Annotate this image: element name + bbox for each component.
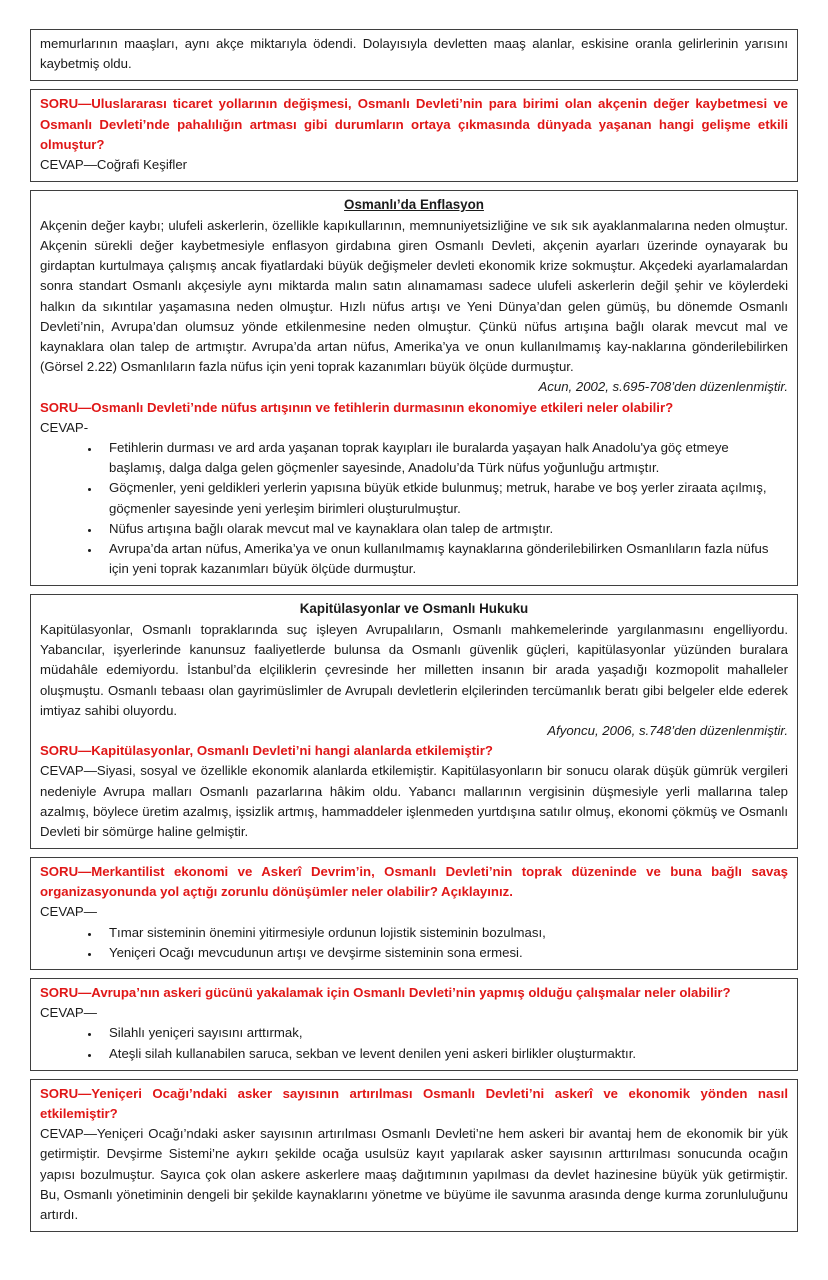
bullet-item: • Tımar sisteminin önemini yitirmesiyle ordunun lojistik sisteminin bozulması, bbox=[100, 923, 788, 943]
paragraph-maas: memurlarının maaşları, aynı akçe miktarıyla ödendi. Dolayısıyla devletten maaş alanlar, eskisine oranla gelirlerinin yarısını kaybetmiş oldu. bbox=[40, 36, 788, 72]
bullet-item: • Avrupa’da artan nüfus, Amerika’ya ve onun kullanılmamış kaynaklarına gönderilebilirken Osmanlıların fazla nüfus için yeni toprak kazanımları büyük ölçüde durmuştur. bbox=[100, 539, 788, 579]
box-osmanlida-enflasyon bbox=[30, 190, 798, 586]
box-kapitulasyonlar bbox=[30, 594, 798, 849]
answer-label: CEVAP— bbox=[40, 1005, 97, 1021]
bullet-item: • Fetihlerin durması ve ard arda yaşanan toprak kayıpları ile buralarda yaşayan halk Anadolu'ya göç etmeye başlamış, dalga dalga gelen göçmenler sayesinde, Anadolu’da Türk nüfus yoğunluğu artmıştır. bbox=[100, 438, 788, 478]
answer-label: CEVAP— bbox=[40, 904, 97, 920]
source-citation: Afyoncu, 2006, s.748’den düzenlenmiştir. bbox=[547, 722, 788, 738]
paragraph-enflasyon: Akçenin değer kaybı; ulufeli askerlerin, özellikle kapıkullarının, memnuniyetsizliğine ve sık sık ayaklanmalarına neden olmuştur. Akçenin sürekli değer kaybetmesiyle enflasyon girdabına giren Osmanlı Devleti, akçenin ayarları üzerinde oynayarak bu girdaptan kurtulmaya çalışmış ancak fiyatlardaki büyük değişmeler devleti ekonomik krize sokmuştur. Akçedeki ayarlamalardan sonra standart Osmanlı akçesiyle aynı miktarda malın satın alınamaması sadece ulufeli askerlerin değil şehir ve köylerdeki halkın da sıkıntılar yaşamasına neden olmuştur. Hızlı nüfus artışı ve Yeni Dünya’dan gelen gümüş, bu dönemde Osmanlı Devleti’nin, Avrupa’dan olumsuz yönde etkilenmesine neden olmuştur. Çünkü nüfus artışına bağlı olarak mevcut mal ve kaynaklara olan talep de artmıştır. Avrupa’da artan nüfus, Amerika’ya ve onun kullanılmamış kay-naklarına gönderilebilirken (Görsel 2.22) Osmanlıların fazla nüfus için yeni toprak kazanımları büyük ölçüde durmuştur. bbox=[40, 217, 788, 375]
box-soru-ticaret-yollari bbox=[30, 89, 798, 182]
bullet-item: • Göçmenler, yeni geldikleri yerlerin yapısına büyük etkide bulunmuş; metruk, harabe ve boş yerler ziraata açılmış, göçmenler sayesinde yeni yerleşim birimleri oluşturulmuştur. bbox=[100, 478, 788, 518]
answer-text: CEVAP—Coğrafi Keşifler bbox=[40, 156, 188, 172]
question-text: SORU—Merkantilist ekonomi ve Askerî Devrim’in, Osmanlı Devleti’nin toprak düzeninde ve buna bağlı savaş organizasyonunda yol açtığı zorunlu dönüşümler neler olabilir? Açıklayınız. bbox=[40, 864, 788, 900]
paragraph-kapitulasyonlar: Kapitülasyonlar, Osmanlı topraklarında suç işleyen Avrupalıların, Osmanlı mahkemelerinde yargılanmasını engelliyordu. Yabancılar, işyerlerinde kanunsuz faaliyetlerde bulunsa da Osmanlı güvenlik güçleri, kapitülasyonlar yüzünden buralara müdahâle edemiyordu. İstanbul’da elçiliklerin çevresinde her milletten insanın bir arada yaşadığı kozmopolit mahalleler oluşmuştu. Osmanlı tebaası olan gayrimüslimler de Avrupalı devletlerin elçilerinden tercümanlık beratı gibi belgeler elde ederek imtiyaz sahibi oluyordu. bbox=[40, 622, 788, 718]
bullet-item: • Silahlı yeniçeri sayısını arttırmak, bbox=[100, 1023, 788, 1043]
section-title-kapitulasyonlar: Kapitülasyonlar ve Osmanlı Hukuku bbox=[299, 601, 529, 617]
bullet-item: • Ateşli silah kullanabilen saruca, sekban ve levent denilen yeni askeri birlikler oluşturmaktır. bbox=[100, 1044, 788, 1064]
question-text: SORU—Yeniçeri Ocağı’ndaki asker sayısının artırılması Osmanlı Devleti’ni askerî ve ekonomik yönden nasıl etkilemiştir? bbox=[40, 1085, 788, 1121]
answer-bullet-list bbox=[40, 438, 788, 579]
section-title-enflasyon: Osmanlı’da Enflasyon bbox=[344, 197, 484, 213]
question-text: SORU—Uluslararası ticaret yollarının değişmesi, Osmanlı Devleti’nin para birimi olan akçenin değer kaybetmesi ve Osmanlı Devleti’nde pahalılığın artması gibi durumların ortaya çıkmasında dünyada yaşanan hangi gelişme etkili olmuştur? bbox=[40, 96, 788, 152]
box-maas-paragraph bbox=[30, 29, 798, 81]
answer-text: CEVAP—Siyasi, sosyal ve özellikle ekonomik alanlarda etkilemiştir. Kapitülasyonların bir sonucu olarak düşük gümrük vergileri nedeniyle Avrupa malları Osmanlı pazarlarına hâkim oldu. Yabancı mallarının vergisinin düşmesiyle yerli mallarına talep azalmış, böylece üretim azalmış, işsizlik artmış, hammaddeler işlenmeden yurtdışına satılır olmuş, ekonomi çökmüş ve Osmanlı Devleti bir sömürge haline gelmiştir. bbox=[40, 763, 788, 839]
question-text: SORU—Osmanlı Devleti’nde nüfus artışının ve fetihlerin durmasının ekonomiye etkileri neler olabilir? bbox=[40, 399, 674, 415]
answer-bullet-list bbox=[40, 923, 788, 963]
bullet-item: • Nüfus artışına bağlı olarak mevcut mal ve kaynaklara olan talep de artmıştır. bbox=[100, 519, 788, 539]
bullet-item: • Yeniçeri Ocağı mevcudunun artışı ve devşirme sisteminin sona ermesi. bbox=[100, 943, 788, 963]
answer-bullet-list bbox=[40, 1023, 788, 1063]
answer-label: CEVAP- bbox=[40, 419, 89, 435]
question-text: SORU—Kapitülasyonlar, Osmanlı Devleti’ni hangi alanlarda etkilemiştir? bbox=[40, 743, 493, 759]
answer-text: CEVAP—Yeniçeri Ocağı’ndaki asker sayısının artırılması Osmanlı Devleti’ne hem askeri bir avantaj hem de ekonomik bir yük getirmiştir. Devşirme Sistemi’ne aykırı şekilde ocağa usulsüz kayıt yapılarak asker sayısının arttırılması sonucunda ocağın yapısı bozulmuştur. Sayıca çok olan askere askerlere maaş dağıtımının yapılması da devlet hazinesine büyük yük getirmiştir. Bu, Osmanlı yönetiminin dengeli bir şekilde kaynaklarını yönetme ve büyüme ile savunma arasında denge kurma zorunluluğunu artırdı. bbox=[40, 1126, 788, 1222]
question-text: SORU—Avrupa’nın askeri gücünü yakalamak için Osmanlı Devleti’nin yapmış olduğu çalışmalar neler olabilir? bbox=[40, 985, 731, 1001]
source-citation: Acun, 2002, s.695-708’den düzenlenmiştir. bbox=[538, 379, 788, 395]
box-soru-merkantilist bbox=[30, 857, 798, 970]
box-soru-askeri-guc bbox=[30, 978, 798, 1071]
box-soru-yeniceri-ocagi bbox=[30, 1079, 798, 1232]
